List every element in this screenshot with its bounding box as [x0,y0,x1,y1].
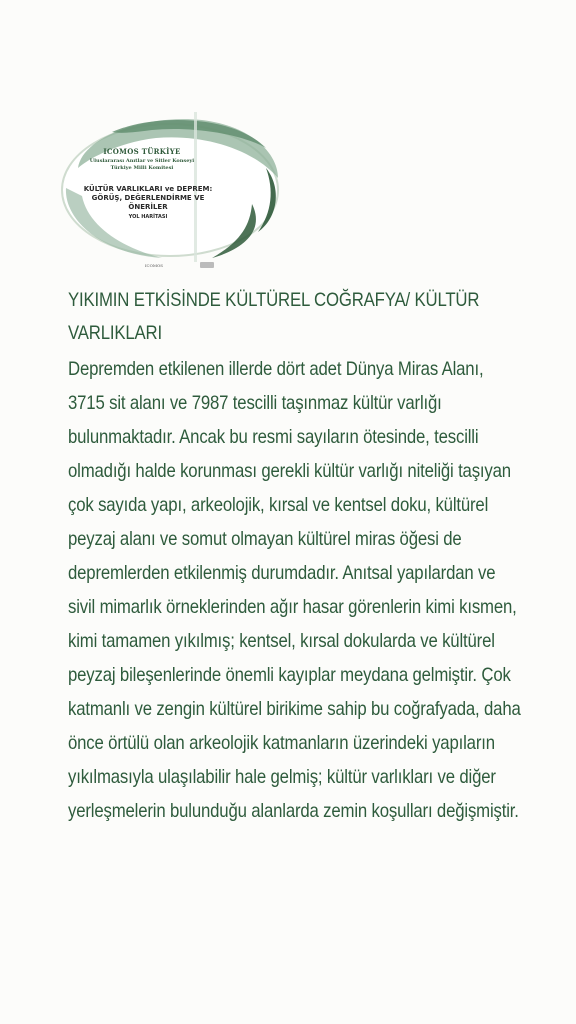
logo-org-subtitle-2: Türkiye Milli Komitesi [110,165,174,171]
section-heading: YIKIMIN ETKİSİNDE KÜLTÜREL COĞRAFYA/ KÜLTÜR VARLIKLARI [68,289,480,344]
logo-title-line: KÜLTÜR VARLIKLARI ve DEPREM: [83,185,213,193]
logo-roadmap-label: YOL HARİTASI [128,214,168,220]
logo-title-line: GÖRÜŞ, DEĞERLENDİRME VE [91,194,205,202]
icomos-logo [52,108,312,276]
partner-logo-icon [200,262,214,268]
logo-footer-text: ICOMOS [144,263,164,268]
article-section [68,284,524,828]
logo-title-line: ÖNERİLER [128,203,168,211]
logo-org-subtitle: Uluslararası Anıtlar ve Sitler Konseyi [89,158,195,164]
section-body-paragraph: Depremden etkilenen illerde dört adet Dünya Miras Alanı, 3715 sit alanı ve 7987 tescilli taşınmaz kültür varlığı bulunmaktadır. Ancak bu resmi sayıların ötesinde, tescilli olmadığı halde korunması gerekli kültür varlığı niteliği taşıyan çok sayıda yapı, arkeolojik, kırsal ve kentsel doku, kültürel peyzaj alanı ve somut olmayan kültürel miras öğesi de depremlerden etkilenmiş durumdadır. Anıtsal yapılardan ve sivil mimarlık örneklerinden ağır hasar görenlerin kimi kısmen, kimi tamamen yıkılmış; kentsel, kırsal dokularda ve kültürel peyzaj bileşenlerinde önemli kayıplar meydana gelmiştir. Çok katmanlı ve zengin kültürel birikime sahip bu coğrafyada, daha önce örtülü olan arkeolojik katmanların üzerindeki yapıların yıkılmasıyla ulaşılabilir hale gelmiş; kültür varlıkları ve diğer yerleşmelerin bulunduğu alanlarda zemin koşulları değişmiştir. [68,358,521,822]
logo-org-name: ICOMOS TÜRKİYE [103,147,181,156]
